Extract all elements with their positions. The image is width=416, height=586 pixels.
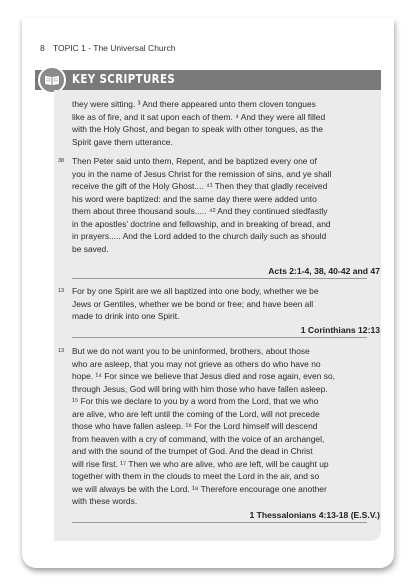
scripture-line: in prayers..... And the Lord added to the church daily such as should <box>72 231 327 241</box>
passage-acts-2-continued <box>72 98 368 148</box>
section-title: KEY SCRIPTURES <box>72 72 176 86</box>
scripture-line: hope. ¹⁴ For since we believe that Jesus died and rose again, even so, <box>72 371 336 381</box>
scripture-line: Jews or Gentiles, whether we be bond or free; and have been all <box>72 298 314 309</box>
verse-number: 13 <box>58 348 65 354</box>
scripture-line: like as of fire, and it sat upon each of them. ⁴ And they were all filled <box>72 111 326 122</box>
scripture-line: them about three thousand souls..... ⁴² And they continued stedfastly <box>72 206 328 216</box>
scripture-line: those who have fallen asleep. ¹⁶ For the Lord himself will descend <box>72 421 318 431</box>
scripture-line: Spirit gave them utterance. <box>72 136 173 147</box>
book-page <box>22 18 394 568</box>
verse-number: 13 <box>58 288 65 294</box>
scripture-line: be saved. <box>72 243 109 254</box>
scripture-reference: 1 Thessalonians 4:13-18 (E.S.V.) <box>249 510 380 520</box>
scripture-line: ¹⁵ For this we declare to you by a word from the Lord, that we who <box>72 396 319 406</box>
reference-divider <box>72 522 367 523</box>
scripture-line: from heaven with a cry of command, with the voice of an archangel, <box>72 433 325 444</box>
passage-1-corinthians <box>58 285 368 323</box>
chapter-title: TOPIC 1 - The Universal Church <box>52 43 176 53</box>
scripture-line: they were sitting. ³ And there appeared unto them cloven tongues <box>72 99 316 109</box>
verse-number: 38 <box>58 158 65 164</box>
scripture-line: with these words. <box>72 496 138 506</box>
scripture-reference: 1 Corinthians 12:13 <box>300 325 380 335</box>
scripture-line: will rise first. ¹⁷ Then we who are alive, who are left, will be caught up <box>72 458 329 469</box>
scripture-line: Then Peter said unto them, Repent, and be baptized every one of <box>72 156 317 166</box>
scripture-line: his word were baptized: and the same day there were added unto <box>72 193 317 204</box>
scripture-reference: Acts 2:1-4, 38, 40-42 and 47 <box>268 266 380 276</box>
scripture-line: through Jesus, God will bring with him those who have fallen asleep. <box>72 383 328 394</box>
scripture-line: with the Holy Ghost, and began to speak with other tongues, as the <box>72 124 323 134</box>
scripture-line: are alive, who are left until the coming of the Lord, will not precede <box>72 408 320 419</box>
scripture-line: But we do not want you to be uninformed, brothers, about those <box>72 346 310 356</box>
scripture-line: together with them in the clouds to meet the Lord in the air, and so <box>72 471 320 481</box>
passage-acts-2-38 <box>58 155 368 255</box>
scripture-line: For by one Spirit are we all baptized into one body, whether we be <box>72 286 319 296</box>
scripture-line: we will always be with the Lord. ¹⁸ Therefore encourage one another <box>72 483 327 494</box>
scripture-line: who are asleep, that you may not grieve as others do who have no <box>72 358 321 369</box>
scripture-line: and with the sound of the trumpet of God. And the dead in Christ <box>72 446 313 456</box>
passage-1-thessalonians <box>58 345 368 508</box>
page-number: 8 <box>40 43 45 53</box>
running-header <box>40 43 175 53</box>
reference-divider <box>72 337 367 338</box>
scripture-line: in the apostles’ doctrine and fellowship, and in breaking of bread, and <box>72 218 331 229</box>
reference-divider <box>72 278 367 279</box>
scripture-line: receive the gift of the Holy Ghost.... ⁴¹ Then they that gladly received <box>72 181 328 191</box>
scripture-line: you in the name of Jesus Christ for the remission of sins, and ye shall <box>72 168 332 179</box>
scripture-line: made to drink into one Spirit. <box>72 311 180 321</box>
